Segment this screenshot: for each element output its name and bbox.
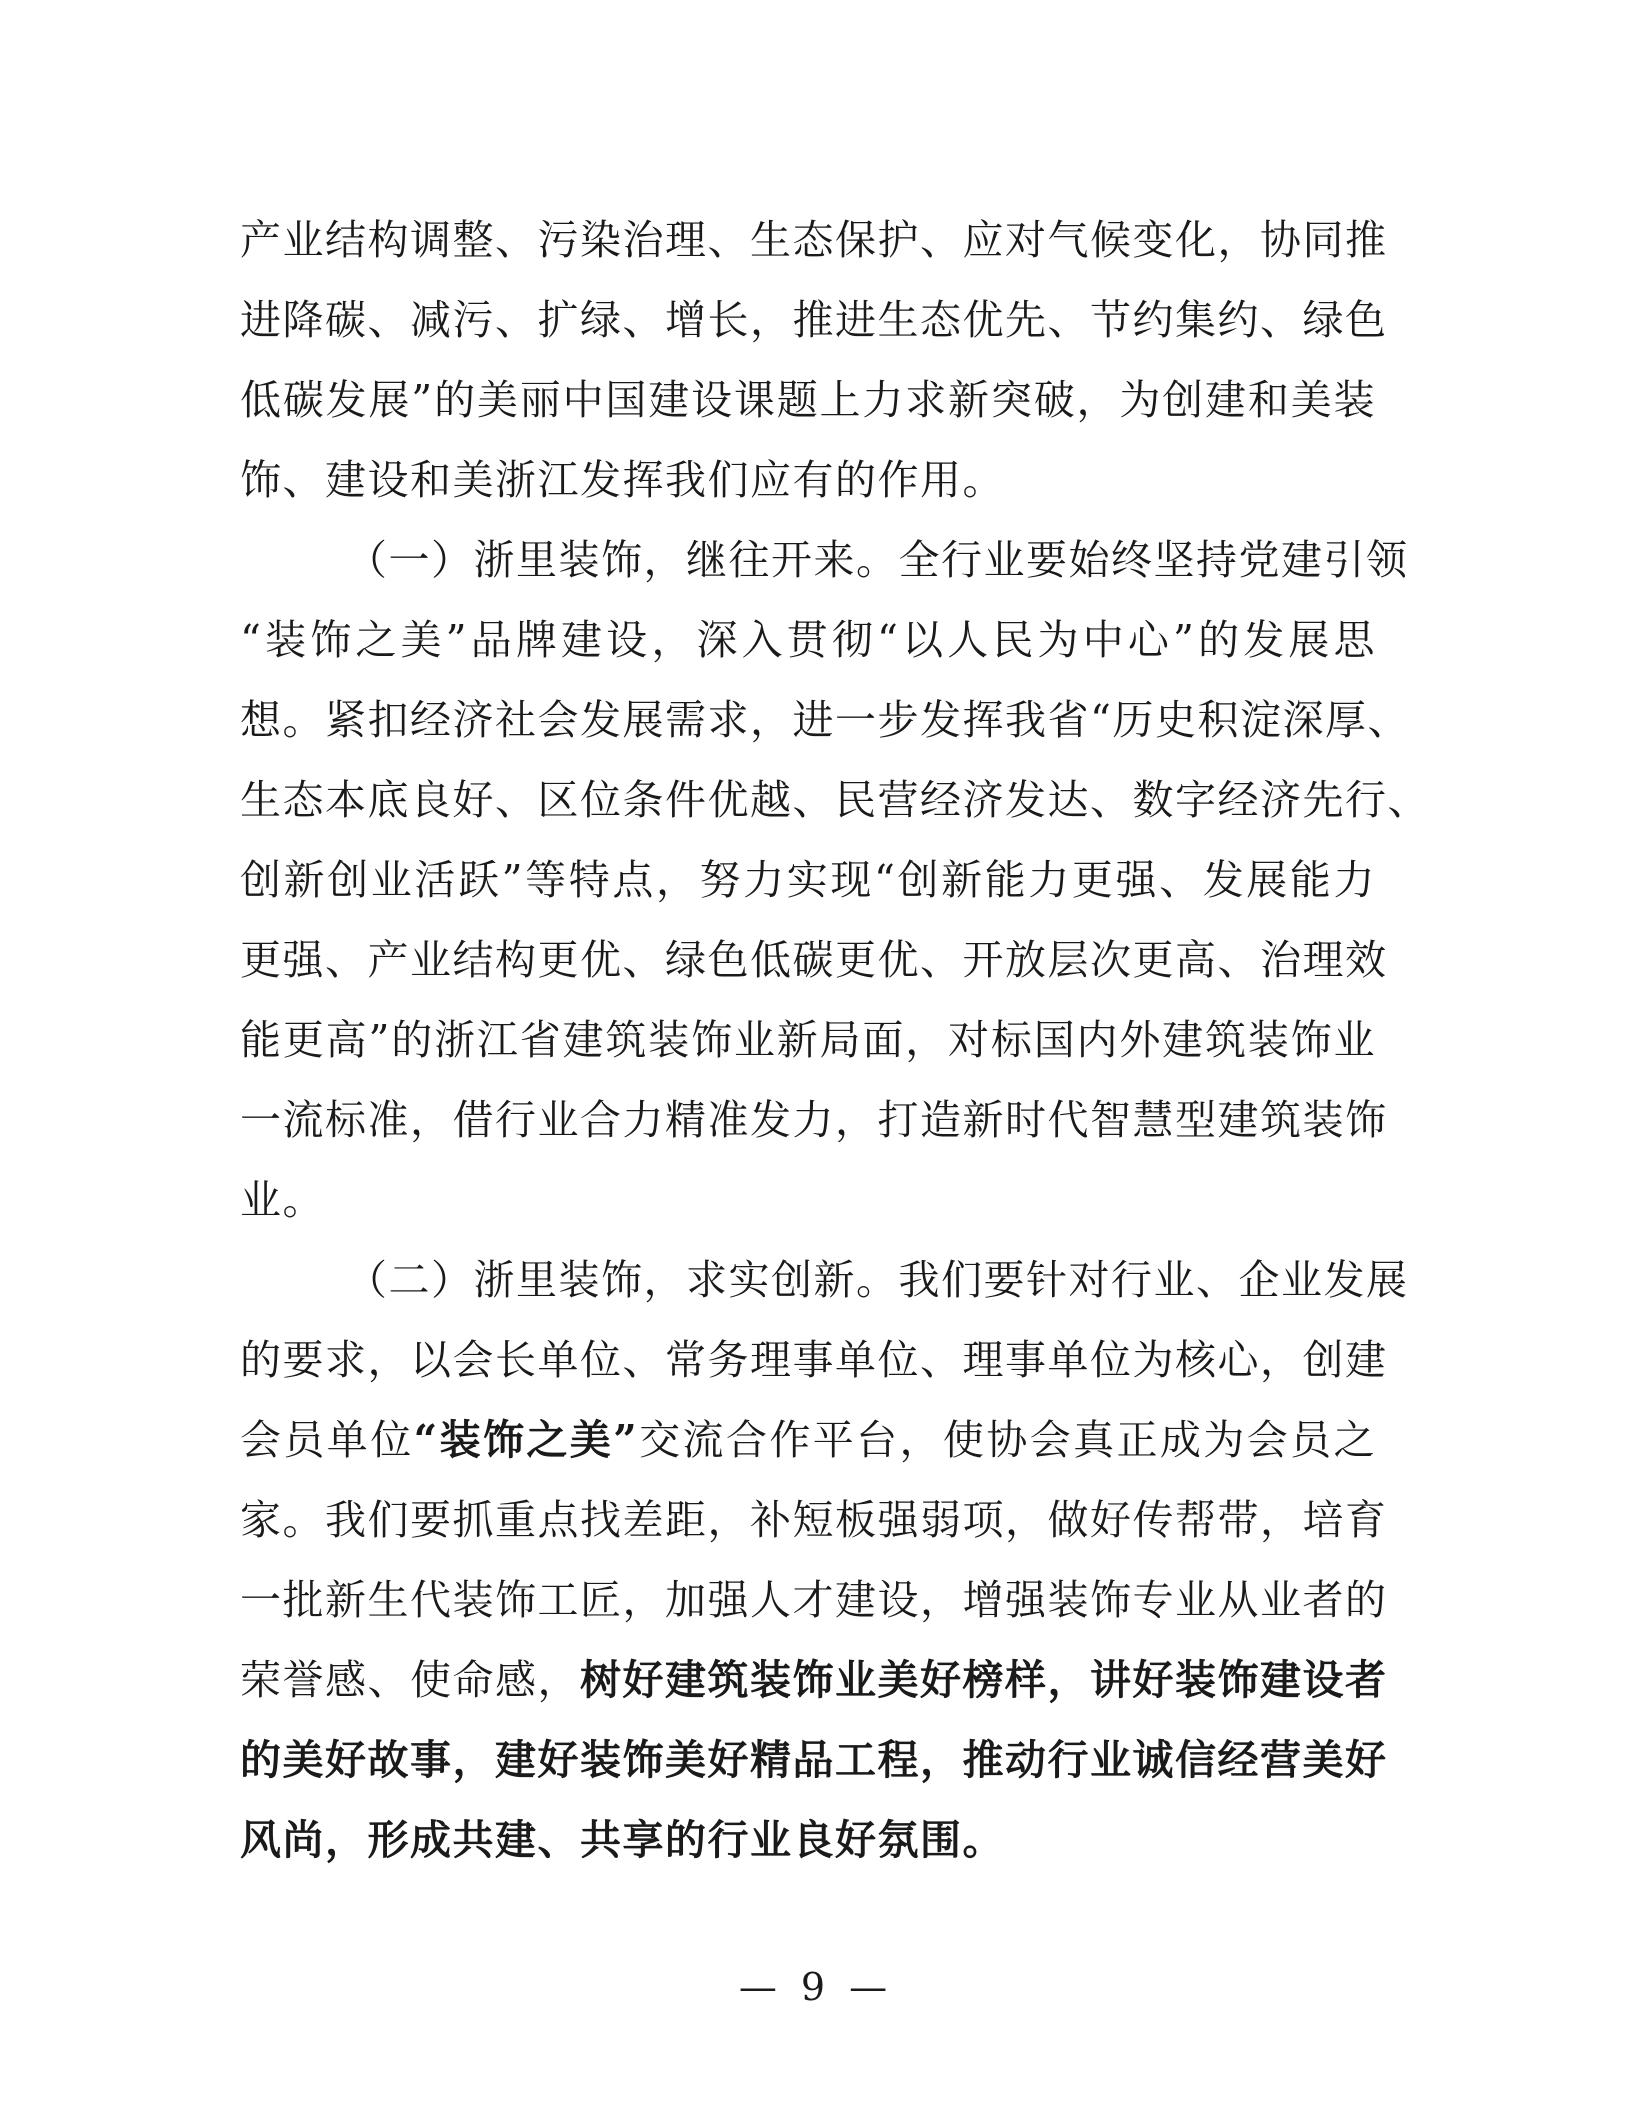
paragraph-2-line-2: “装饰之美”品牌建设，深入贯彻“以人民为中心”的发展思 bbox=[240, 616, 1376, 664]
paragraph-3-line-3 bbox=[240, 1408, 1376, 1472]
paragraph-3-line-6 bbox=[240, 1648, 1388, 1712]
page-number: — 9 — bbox=[738, 1965, 894, 2009]
paragraph-3-line-2: 的要求，以会长单位、常务理事单位、理事单位为核心，创建 bbox=[240, 1336, 1388, 1384]
paragraph-3-line-8: 风尚，形成共建、共享的行业良好氛围。 bbox=[240, 1816, 1005, 1864]
paragraph-2-line-7: 能更高”的浙江省建筑装饰业新局面，对标国内外建筑装饰业 bbox=[240, 1016, 1376, 1064]
paragraph-3-line-7: 的美好故事，建好装饰美好精品工程，推动行业诚信经营美好 bbox=[240, 1736, 1388, 1784]
paragraph-1-line-4: 饰、建设和美浙江发挥我们应有的作用。 bbox=[240, 456, 1005, 504]
paragraph-2-line-4: 生态本底良好、区位条件优越、民营经济发达、数字经济先行、 bbox=[240, 776, 1430, 824]
paragraph-1-line-2: 进降碳、减污、扩绿、增长，推进生态优先、节约集约、绿色 bbox=[240, 296, 1388, 344]
paragraph-3-line-5: 一批新生代装饰工匠，加强人才建设，增强装饰专业从业者的 bbox=[240, 1576, 1388, 1624]
paragraph-1-line-1: 产业结构调整、污染治理、生态保护、应对气候变化，协同推 bbox=[240, 216, 1388, 264]
paragraph-2-line-3: 想。紧扣经济社会发展需求，进一步发挥我省“历史积淀深厚、 bbox=[240, 696, 1410, 744]
paragraph-3-line-3-text-a: 会员单位 bbox=[240, 1416, 414, 1464]
paragraph-2-line-5: 创新创业活跃”等特点，努力实现“创新能力更强、发展能力 bbox=[240, 856, 1376, 904]
paragraph-2-line-6: 更强、产业结构更优、绿色低碳更优、开放层次更高、治理效 bbox=[240, 936, 1388, 984]
paragraph-3-line-3-bold-quote: “装饰之美” bbox=[413, 1416, 639, 1464]
paragraph-3-line-1: （二）浙里装饰，求实创新。我们要针对行业、企业发展 bbox=[346, 1256, 1409, 1304]
paragraph-1-line-3: 低碳发展”的美丽中国建设课题上力求新突破，为创建和美装 bbox=[240, 376, 1376, 424]
paragraph-2-line-1: （一）浙里装饰，继往开来。全行业要始终坚持党建引领 bbox=[346, 536, 1409, 584]
paragraph-2-line-8: 一流标准，借行业合力精准发力，打造新时代智慧型建筑装饰 bbox=[240, 1096, 1388, 1144]
paragraph-3-line-6-text-a: 荣誉感、使命感， bbox=[240, 1656, 580, 1704]
paragraph-3-line-4: 家。我们要抓重点找差距，补短板强弱项，做好传帮带，培育 bbox=[240, 1496, 1388, 1544]
paragraph-2-line-9: 业。 bbox=[240, 1176, 325, 1224]
paragraph-3-line-6-bold: 树好建筑装饰业美好榜样，讲好装饰建设者 bbox=[580, 1656, 1388, 1704]
paragraph-3-line-3-text-c: 交流合作平台，使协会真正成为会员之 bbox=[638, 1416, 1377, 1464]
